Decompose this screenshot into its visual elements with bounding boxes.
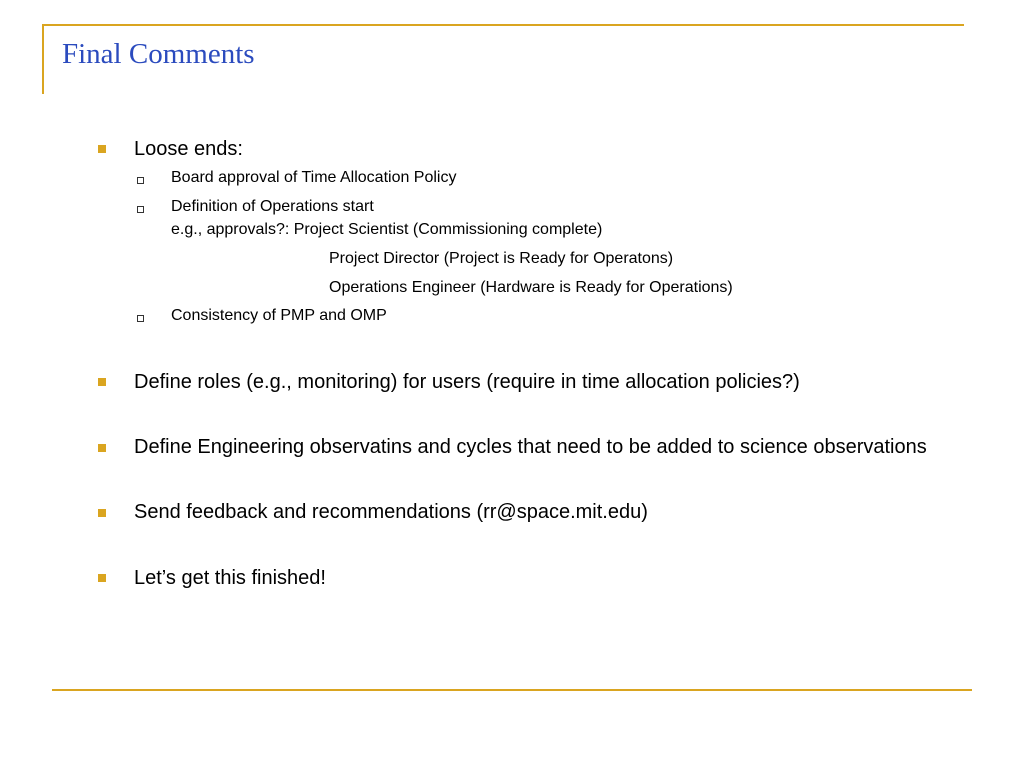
left-rule <box>42 24 44 94</box>
bullet-define-roles: Define roles (e.g., monitoring) for users (require in time allocation policies?) <box>134 371 800 393</box>
bullet-square-icon <box>98 378 106 386</box>
sub-bullet-square-icon <box>137 177 144 184</box>
bullet-square-icon <box>98 509 106 517</box>
bullet-loose-ends: Loose ends: <box>134 138 243 160</box>
top-rule <box>42 24 964 26</box>
sub-bullet-board-approval: Board approval of Time Allocation Policy <box>171 169 457 186</box>
approvals-line-engineer: Operations Engineer (Hardware is Ready for Operations) <box>329 279 733 296</box>
slide-title: Final Comments <box>62 38 255 70</box>
approvals-line-scientist: e.g., approvals?: Project Scientist (Commissioning complete) <box>171 221 603 238</box>
sub-bullet-square-icon <box>137 206 144 213</box>
sub-bullet-pmp-omp: Consistency of PMP and OMP <box>171 307 387 324</box>
bullet-square-icon <box>98 574 106 582</box>
bullet-square-icon <box>98 145 106 153</box>
bullet-send-feedback: Send feedback and recommendations (rr@space.mit.edu) <box>134 501 648 523</box>
bullet-finish: Let’s get this finished! <box>134 567 326 589</box>
bottom-rule <box>52 689 972 691</box>
sub-bullet-operations-start: Definition of Operations start <box>171 198 374 215</box>
approvals-line-director: Project Director (Project is Ready for Operatons) <box>329 250 674 267</box>
bullet-square-icon <box>98 444 106 452</box>
sub-bullet-square-icon <box>137 315 144 322</box>
bullet-define-engineering: Define Engineering observatins and cycles that need to be added to science observations <box>134 436 927 458</box>
